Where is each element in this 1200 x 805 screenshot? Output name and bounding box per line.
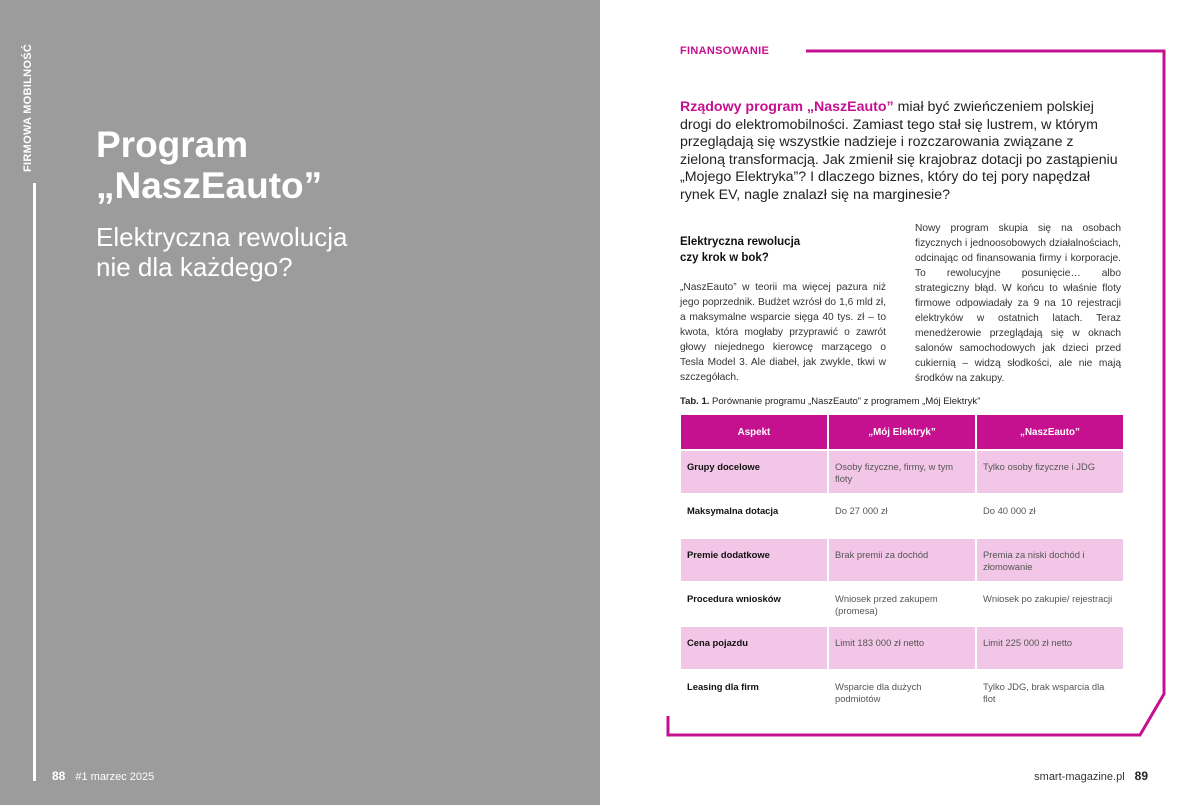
title-line-1: Program [96,124,249,165]
table-row [681,539,1123,581]
table-header-row [681,415,1123,449]
row-naszeauto: Tylko osoby fizyczne i JDG [977,451,1123,493]
lead-paragraph [680,99,1120,204]
issue-label: #1 marzec 2025 [75,771,155,783]
heading-line-1: Elektryczna rewolucja [680,236,801,248]
comparison-table [679,413,1125,715]
article-title [96,124,322,206]
row-moj-elektryk: Brak premii za dochód [829,539,975,581]
section-label: FINANSOWANIE [680,45,770,57]
section-heading [680,234,886,266]
lead-text: miał być zwieńczeniem polskiej drogi do elektromobilności. Zamiast tego stał się lustrem, w którym przeglądają się wszystkie nadzieje i rozczarowania związane z zieloną transformacją. Jak zmienił się krajobraz dotacji po zastąpieniu „Mojego Elektryka”? I dlaczego biznes, który do tej pory napędzał rynek EV, nagle znalazł się na marginesie? [680,99,1118,203]
heading-line-2: czy krok w bok? [680,252,769,264]
row-naszeauto: Limit 225 000 zł netto [977,627,1123,669]
website-link[interactable]: smart-magazine.pl [1034,771,1125,783]
title-line-2: „NaszEauto” [96,165,323,206]
table-row [681,451,1123,493]
section-vertical-label: FIRMOWA MOBILNOŚĆ [22,43,34,172]
table-row [681,583,1123,625]
right-folio [1034,769,1148,783]
table-caption [680,396,980,407]
row-aspect: Premie dodatkowe [681,539,827,581]
row-aspect: Grupy docelowe [681,451,827,493]
left-page-number: 88 [52,769,66,783]
left-folio [52,769,154,783]
subtitle-line-2: nie dla każdego? [96,252,293,282]
right-page [600,0,1200,805]
subtitle-line-1: Elektryczna rewolucja [96,222,348,252]
article-subtitle [96,222,347,282]
vertical-divider [33,183,36,781]
lead-highlight: Rządowy program „NaszEauto” [680,99,894,115]
row-aspect: Maksymalna dotacja [681,495,827,537]
row-moj-elektryk: Wniosek przed zakupem (promesa) [829,583,975,625]
body-paragraph-1: „NaszEauto” w teorii ma więcej pazura niż jego poprzednik. Budżet wzrósł do 1,6 mld zł, a maksymalne wsparcie sięga 40 tys. zł – to kwota, która mogłaby przyprawić o zawrót głowy niejednego kierowcę marzącego o Tesla Model 3. Ale diabeł, jak zwykle, tkwi w szczegółach. [680,282,886,383]
row-naszeauto: Wniosek po zakupie/ rejestracji [977,583,1123,625]
table-row [681,495,1123,537]
row-moj-elektryk: Osoby fizyczne, firmy, w tym floty [829,451,975,493]
row-aspect: Leasing dla firm [681,671,827,713]
row-naszeauto: Do 40 000 zł [977,495,1123,537]
table-row [681,627,1123,669]
right-page-number: 89 [1134,769,1148,783]
row-naszeauto: Premia za niski dochód i złomowanie [977,539,1123,581]
table-row [681,671,1123,713]
row-moj-elektryk: Limit 183 000 zł netto [829,627,975,669]
body-paragraph-2: Nowy program skupia się na osobach fizycznych i jednoosobowych działalnościach, odcinając od finansowania firmy i korporacje. To rewolucyjne posunięcie… albo strategiczny błąd. W końcu to właśnie floty firmowe odpowiadały za 9 na 10 rejestracji elektryków w ostatnich latach. Teraz menedżerowie przeglądają się w oknach salonów samochodowych jak dzieci przed cukiernią – widzą słodkości, ale nie mają środków na zakupy. [915,223,1121,384]
row-aspect: Procedura wniosków [681,583,827,625]
row-moj-elektryk: Wsparcie dla dużych podmiotów [829,671,975,713]
row-naszeauto: Tylko JDG, brak wsparcia dla flot [977,671,1123,713]
row-moj-elektryk: Do 27 000 zł [829,495,975,537]
table-caption-label: Tab. 1. [680,396,710,407]
column-right [915,221,1121,386]
header-aspect: Aspekt [681,415,827,449]
column-left [680,234,886,385]
table-caption-text: Porównanie programu „NaszEauto” z programem „Mój Elektryk” [709,396,981,407]
header-moj-elektryk: „Mój Elektryk” [829,415,975,449]
row-aspect: Cena pojazdu [681,627,827,669]
header-naszeauto: „NaszEauto” [977,415,1123,449]
